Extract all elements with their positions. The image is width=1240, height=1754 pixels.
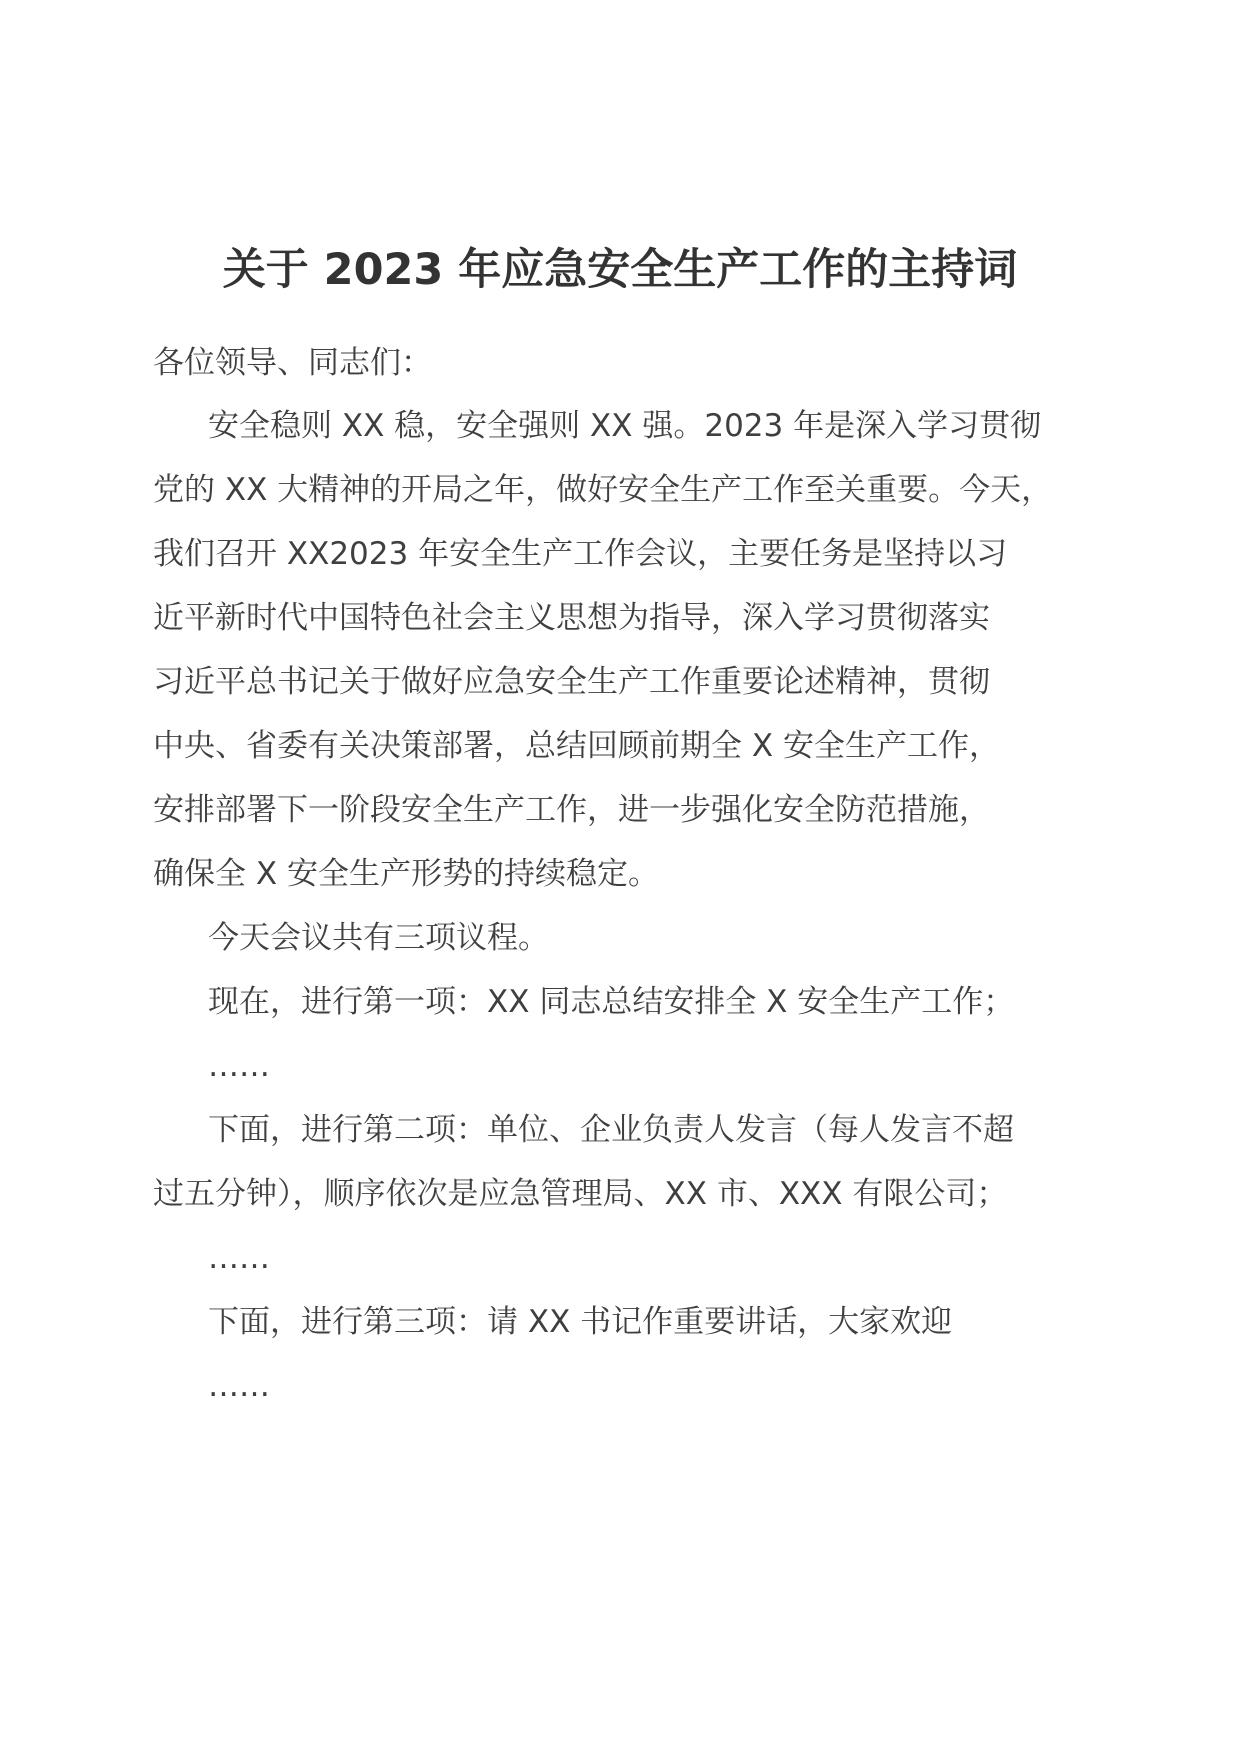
agenda-item-3: 下面，进行第三项：请 XX 书记作重要讲话，大家欢迎 <box>208 1304 953 1340</box>
document-title: 关于 2023 年应急安全生产工作的主持词 <box>222 245 1018 295</box>
paragraph-line: 今天会议共有三项议程。 <box>208 920 549 956</box>
paragraph-line: 党的 XX 大精神的开局之年，做好安全生产工作至关重要。今天， <box>153 472 1053 508</box>
paragraph-line: 我们召开 XX2023 年安全生产工作会议，主要任务是坚持以习 <box>153 536 1008 572</box>
paragraph-line: 过五分钟），顺序依次是应急管理局、XX 市、XXX 有限公司； <box>153 1176 1008 1212</box>
paragraph-line: 近平新时代中国特色社会主义思想为指导，深入学习贯彻落实 <box>153 600 990 636</box>
ellipsis: …… <box>208 1048 270 1084</box>
ellipsis: …… <box>208 1368 270 1404</box>
ellipsis: …… <box>208 1240 270 1276</box>
salutation: 各位领导、同志们： <box>153 345 432 381</box>
agenda-item-1: 现在，进行第一项：XX 同志总结安排全 X 安全生产工作； <box>208 984 1015 1020</box>
paragraph-line: 中央、省委有关决策部署，总结回顾前期全 X 安全生产工作， <box>153 728 1000 764</box>
paragraph-line: 安排部署下一阶段安全生产工作，进一步强化安全防范措施， <box>153 792 990 828</box>
agenda-item-2: 下面，进行第二项：单位、企业负责人发言（每人发言不超 <box>208 1112 1014 1148</box>
paragraph-line: 安全稳则 XX 稳，安全强则 XX 强。2023 年是深入学习贯彻 <box>208 408 1042 444</box>
paragraph-line: 确保全 X 安全生产形势的持续稳定。 <box>153 856 659 892</box>
paragraph-line: 习近平总书记关于做好应急安全生产工作重要论述精神，贯彻 <box>153 664 990 700</box>
